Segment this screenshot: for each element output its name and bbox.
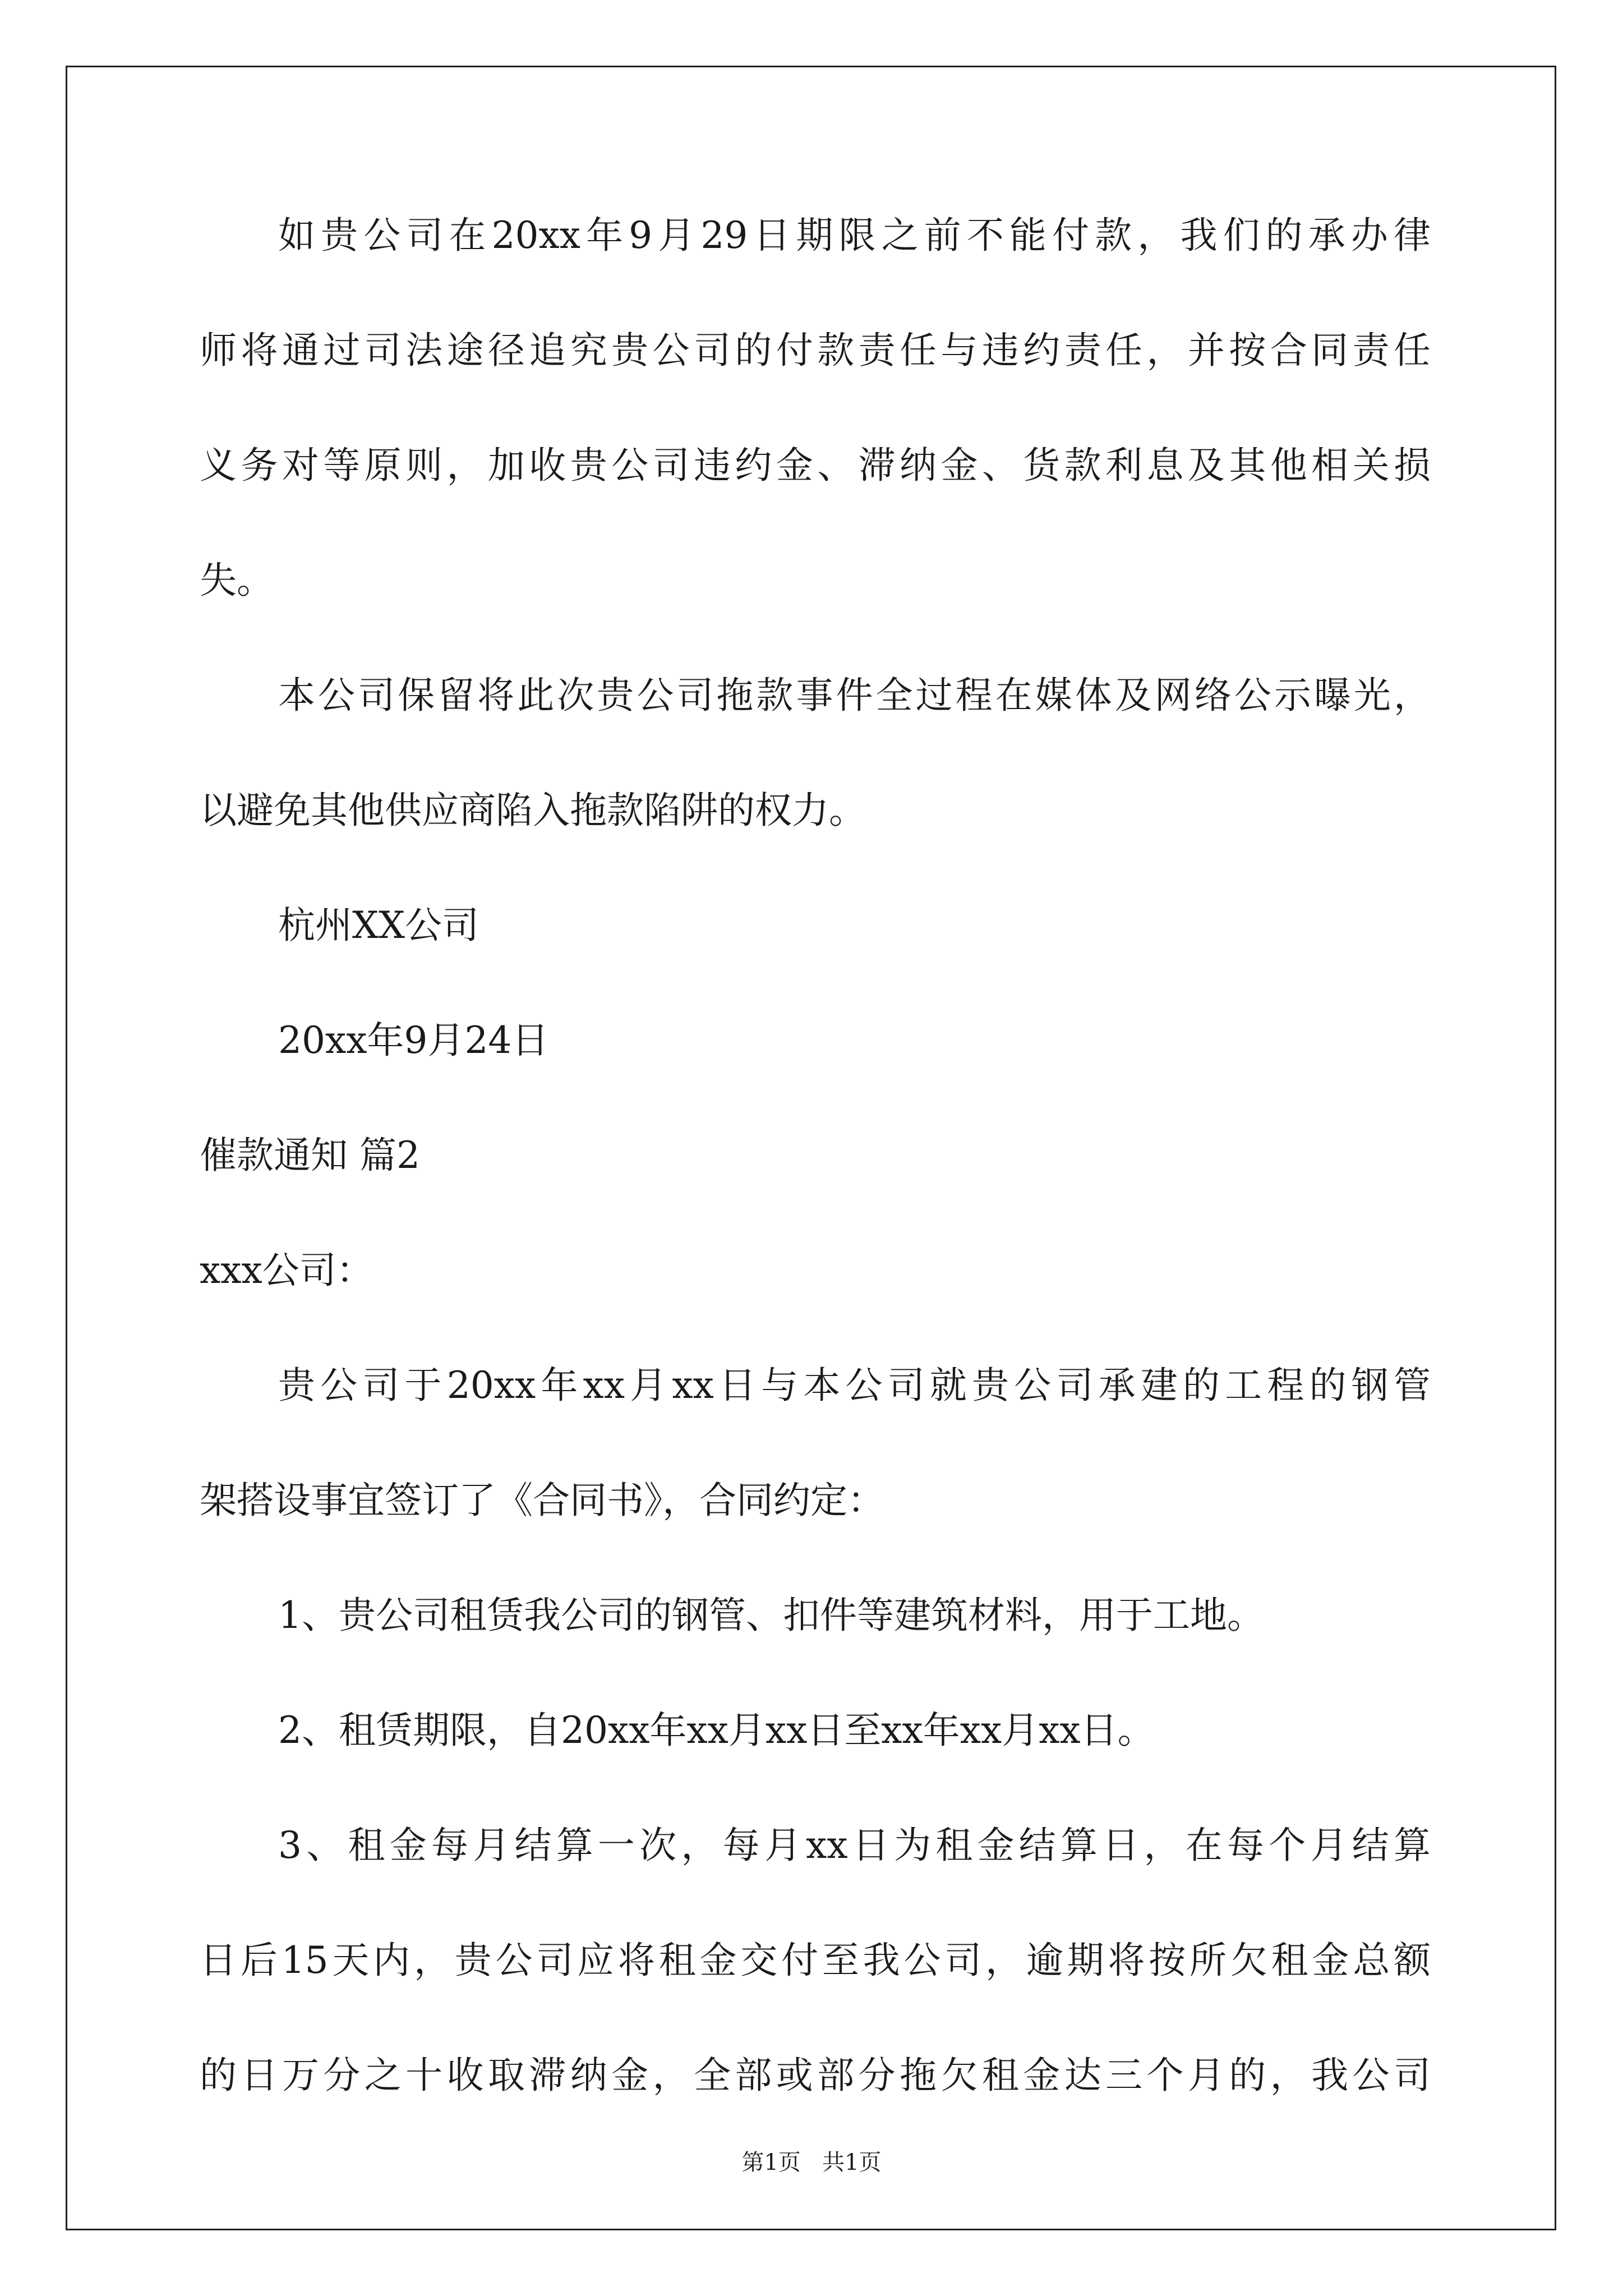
list-item: 2、租赁期限，自20xx年xx月xx日至xx年xx月xx日。	[278, 1709, 1155, 1752]
paragraph-line: 本公司保留将此次贵公司拖款事件全过程在媒体及网络公示曝光，	[278, 674, 1431, 717]
paragraph-line: 的日万分之十收取滞纳金，全部或部分拖欠租金达三个月的，我公司	[200, 2054, 1431, 2097]
list-item: 1、贵公司租赁我公司的钢管、扣件等建筑材料，用于工地。	[278, 1594, 1264, 1637]
paragraph-line: 以避免其他供应商陷入拖款陷阱的权力。	[200, 789, 866, 832]
paragraph-line: 师将通过司法途径追究贵公司的付款责任与违约责任，并按合同责任	[200, 329, 1431, 372]
paragraph-line: 贵公司于20xx年xx月xx日与本公司就贵公司承建的工程的钢管	[278, 1364, 1431, 1407]
paragraph-line: 义务对等原则，加收贵公司违约金、滞纳金、货款利息及其他相关损	[200, 444, 1431, 487]
recipient-line: xxx公司：	[200, 1249, 374, 1292]
paragraph-line: 失。	[200, 559, 274, 602]
page-footer: 第1页 共1页	[741, 2150, 882, 2175]
section-heading: 催款通知 篇2	[200, 1134, 420, 1177]
list-item: 3、租金每月结算一次，每月xx日为租金结算日，在每个月结算	[278, 1824, 1431, 1867]
signature-date: 20xx年9月24日	[278, 1019, 549, 1062]
paragraph-line: 架搭设事宜签订了《合同书》，合同约定：	[200, 1479, 884, 1522]
paragraph-line: 日后15天内，贵公司应将租金交付至我公司，逾期将按所欠租金总额	[200, 1939, 1431, 1982]
signature-company: 杭州XX公司	[278, 904, 479, 947]
paragraph-line: 如贵公司在20xx年9月29日期限之前不能付款，我们的承办律	[278, 214, 1431, 257]
